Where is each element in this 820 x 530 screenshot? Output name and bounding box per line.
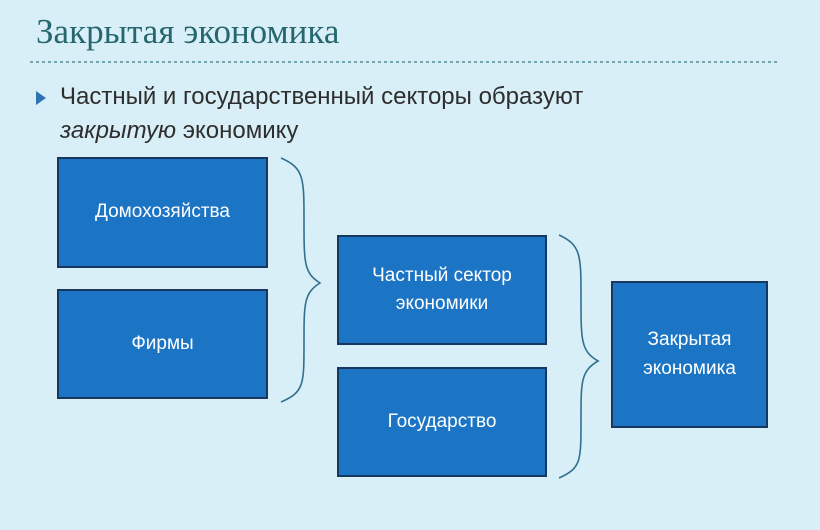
bullet-line-2: [60, 114, 740, 148]
bullet-line-1: Частный и государственный секторы образуют: [60, 83, 584, 110]
right-curly-brace: [559, 235, 598, 478]
bullet-text: [60, 80, 740, 148]
bullet-triangle-icon: [36, 91, 46, 105]
diagram-box-households: Домохозяйства: [57, 157, 268, 268]
left-curly-brace: [281, 158, 320, 402]
bullet-line-2-italic: закрытую: [60, 117, 177, 144]
title-divider: [30, 61, 779, 63]
diagram-box-state: Государство: [337, 367, 547, 477]
bullet-line-2-rest: экономику: [176, 117, 299, 144]
diagram-box-firms: Фирмы: [57, 289, 268, 399]
slide-title: Закрытая экономика: [36, 12, 340, 51]
diagram-box-closed-economy: Закрытая экономика: [611, 281, 768, 428]
diagram-box-private-sector: Частный сектор экономики: [337, 235, 547, 345]
